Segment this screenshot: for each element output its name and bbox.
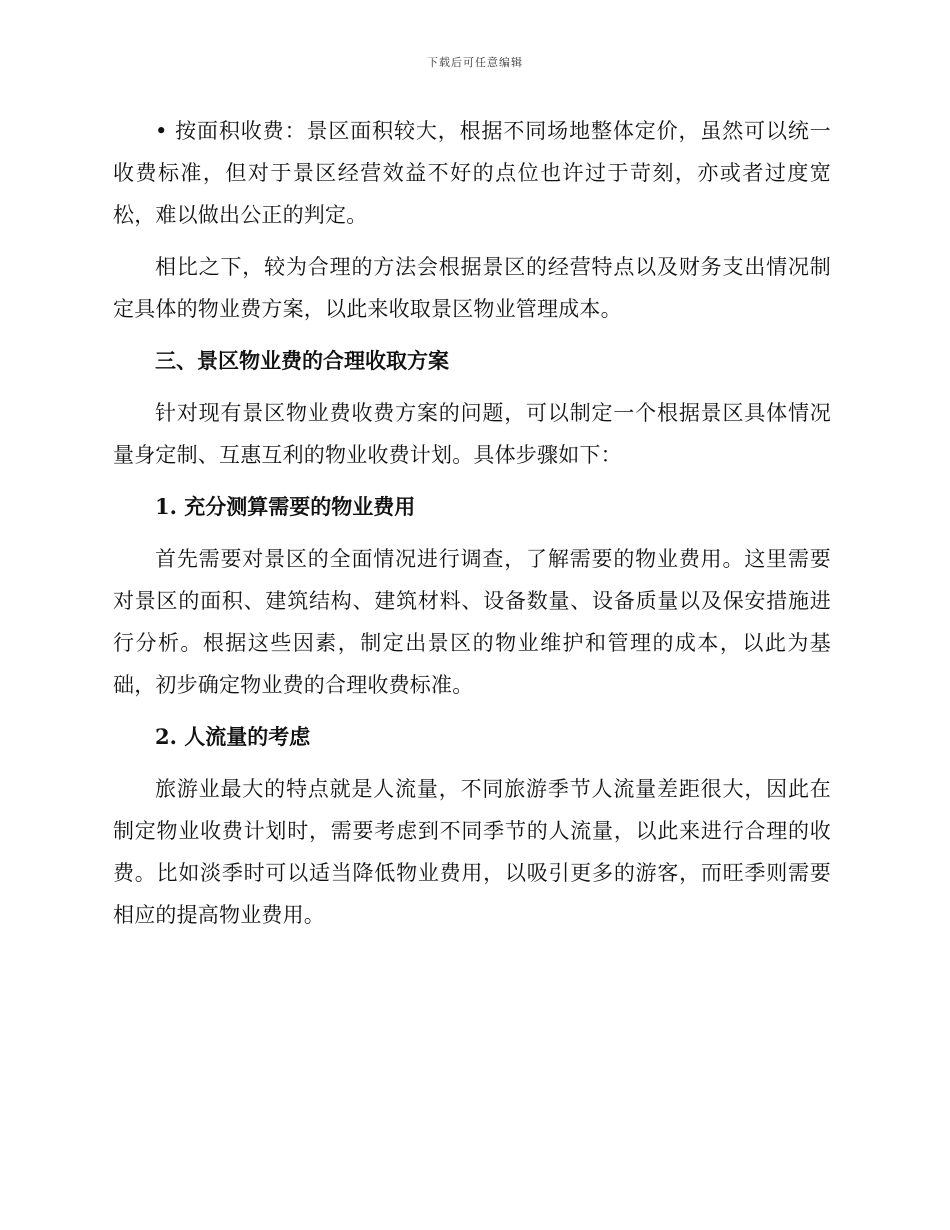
section-heading-3: 三、景区物业费的合理收取方案	[155, 348, 449, 373]
paragraph-step-1: 首先需要对景区的全面情况进行调查，了解需要的物业费用。这里需要对景区的面积、建筑结构、建筑材料、设备数量、设备质量以及保安措施进行分析。根据这些因素，制定出景区的物业维护和管理的成本，以此为基础，初步确定物业费的合理收费标准。	[113, 547, 831, 697]
paragraph-step-2: 旅游业最大的特点就是人流量，不同旅游季节人流量差距很大，因此在制定物业收费计划时，需要考虑到不同季节的人流量，以此来进行合理的收费。比如淡季时可以适当降低物业费用，以吸引更多的游客，而旺季则需要相应的提高物业费用。	[113, 777, 831, 927]
paragraph-plan-intro: 针对现有景区物业费收费方案的问题，可以制定一个根据景区具体情况量身定制、互惠互利的物业收费计划。具体步骤如下：	[113, 401, 831, 467]
document-body	[113, 110, 831, 946]
paragraph-comparison: 相比之下，较为合理的方法会根据景区的经营特点以及财务支出情况制定具体的物业费方案，以此来收取景区物业管理成本。	[113, 255, 831, 321]
step-heading-1: 1. 充分测算需要的物业费用	[155, 494, 416, 519]
header-note: 下载后可任意编辑	[427, 56, 523, 69]
paragraph-area-fee: • 按面积收费：景区面积较大，根据不同场地整体定价，虽然可以统一收费标准，但对于景区经营效益不好的点位也许过于苛刻，亦或者过度宽松，难以做出公正的判定。	[113, 119, 831, 227]
step-heading-2: 2. 人流量的考虑	[155, 724, 311, 749]
